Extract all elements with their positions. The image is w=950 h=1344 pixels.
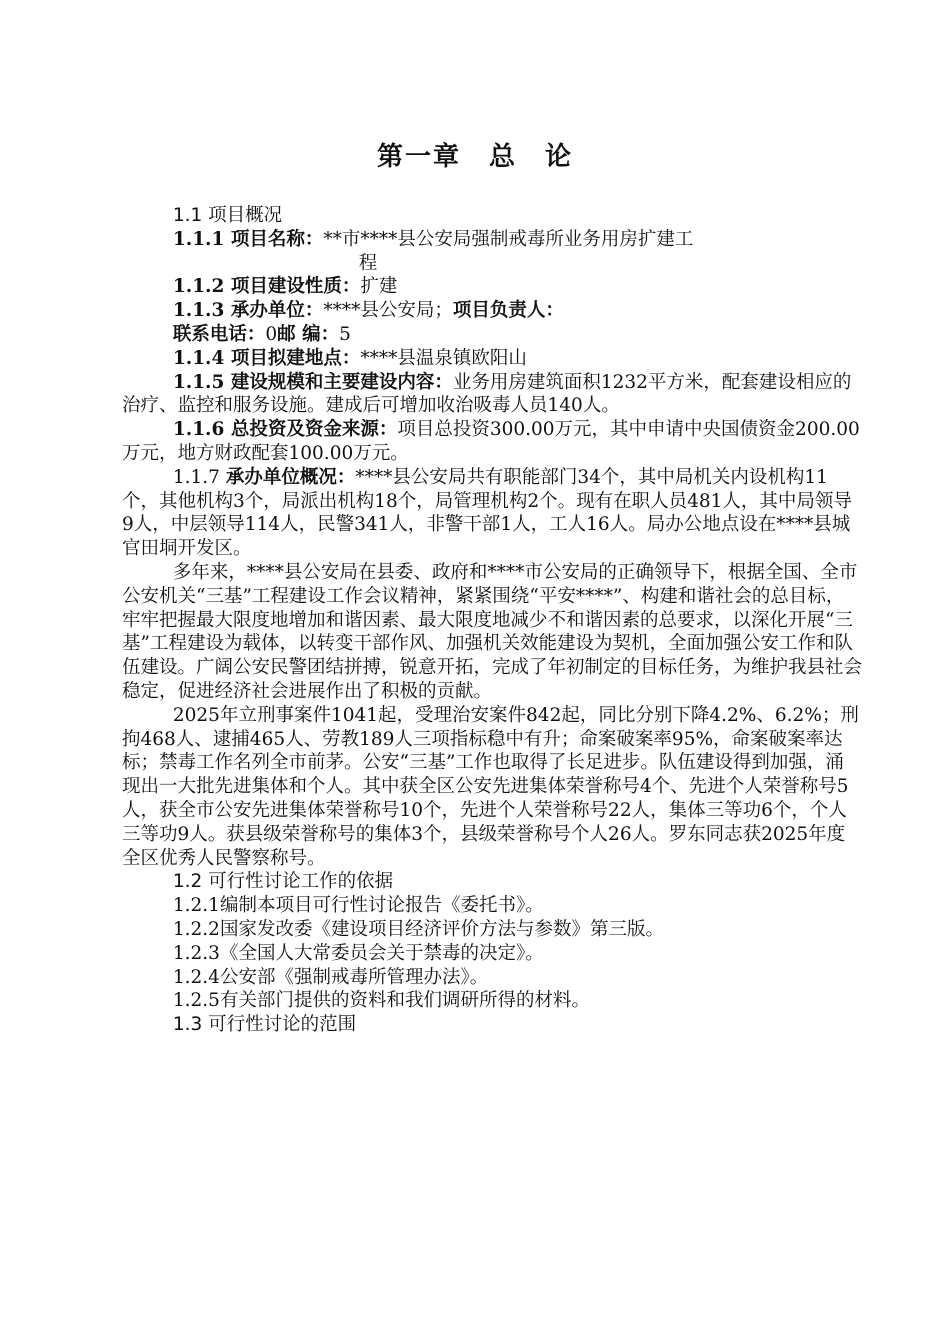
item-1-1-4-label: 1.1.4 项目拟建地点： xyxy=(172,347,361,369)
item-1-1-3-value: ****县公安局； xyxy=(323,300,453,322)
section-1-3-heading: 1.3 可行性讨论的范围 xyxy=(172,1014,357,1036)
item-1-1-7-value: ****县公安局共有职能部门34个，其中局机关内设机构11个，其他机构3个，局派出机构18个，局管理机构2个。现有在职人员481人，其中局领导9人，中层领导114人，民警341人，非警干部1人，工人16人。局办公地点设在****县城官田垌开发区。 xyxy=(122,466,852,560)
item-1-1-7-label: 承办单位概况： xyxy=(225,466,356,488)
item-1-1-6 xyxy=(122,418,862,466)
basis-item: 1.2.2国家发改委《建设项目经济评价方法与参数》第三版。 xyxy=(172,918,664,940)
item-1-1-1-value: **市****县公安局强制戒毒所业务用房扩建工 xyxy=(323,228,694,250)
item-1-1-7 xyxy=(122,466,862,561)
basis-item: 1.2.1编制本项目可行性讨论报告《委托书》。 xyxy=(172,895,544,917)
item-1-1-1 xyxy=(122,228,862,252)
basis-item: 1.2.5有关部门提供的资料和我们调研所得的材料。 xyxy=(172,990,590,1012)
item-1-1-1-label: 1.1.1 项目名称： xyxy=(172,228,324,250)
item-1-1-7-number: 1.1.7 xyxy=(172,466,226,488)
item-1-1-5-label: 1.1.5 建设规模和主要建设内容： xyxy=(172,371,453,393)
basis-item: 1.2.3《全国人大常委员会关于禁毒的决定》。 xyxy=(172,942,544,964)
item-1-1-6-label: 1.1.6 总投资及资金来源： xyxy=(172,419,398,441)
postcode-label: 邮 编： xyxy=(277,323,340,345)
item-1-1-3 xyxy=(122,299,862,323)
chapter-title: 第一章 总 论 xyxy=(376,142,573,172)
contact-label: 联系电话： xyxy=(172,323,266,345)
item-1-1-2-value: 扩建 xyxy=(360,276,398,298)
item-1-1-2-label: 1.1.2 项目建设性质： xyxy=(172,276,361,298)
item-1-1-3-label: 1.1.3 承办单位： xyxy=(172,300,324,322)
item-1-1-4-value: ****县温泉镇欧阳山 xyxy=(360,347,527,369)
basis-item: 1.2.4公安部《强制戒毒所管理办法》。 xyxy=(172,966,489,988)
project-leader-label: 项目负责人： xyxy=(452,300,564,322)
item-1-1-4 xyxy=(122,347,862,371)
section-1-2-heading: 1.2 可行性讨论工作的依据 xyxy=(172,871,394,893)
postcode-value: 5 xyxy=(339,323,351,345)
item-1-1-2 xyxy=(122,275,862,299)
paragraph-2025-stats: 2025年立刑事案件1041起，受理治安案件842起，同比分别下降4.2%、6.2%；刑拘468人、逮捕465人、劳教189人三项指标稳中有升；命案破案率95%，命案破案率达标；禁毒工作名列全市前茅。公安“三基”工作也取得了长足进步。队伍建设得到加强，涌现出一大批先进集体和个人。其中获全区公安先进集体荣誉称号4个、先进个人荣誉称号5人，获全市公安先进集体荣誉称号10个，先进个人荣誉称号22人，集体三等功6个，个人三等功9人。获县级荣誉称号的集体3个，县级荣誉称号个人26人。罗东同志获2025年度全区优秀人民警察称号。 xyxy=(122,704,859,869)
item-1-1-5 xyxy=(122,371,862,419)
document-body xyxy=(122,204,862,1037)
item-1-1-5-value: 业务用房建筑面积1232平方米，配套建设相应的治疗、监控和服务设施。建成后可增加收治吸毒人员140人。 xyxy=(122,371,852,417)
item-1-1-6-value: 项目总投资300.00万元，其中申请中央国债资金200.00万元，地方财政配套100.00万元。 xyxy=(122,419,860,464)
section-1-1-heading: 1.1 项目概况 xyxy=(172,205,283,226)
item-1-1-1-continuation: 程 xyxy=(358,252,378,274)
paragraph-years-of-work: 多年来，****县公安局在县委、政府和****市公安局的正确领导下，根据全国、全市公安机关“三基”工程建设工作会议精神，紧紧围绕“平安****”、构建和谐社会的总目标，牢牢把握最大限度地增加和谐因素、最大限度地减少不和谐因素的总要求，以深化开展“三基”工程建设为载体，以转变干部作风、加强机关效能建设为契机，全面加强公安工作和队伍建设。广阔公安民警团结拼搏，锐意开拓，完成了年初制定的目标任务，为维护我县社会稳定，促进经济社会进展作出了积极的贡献。 xyxy=(122,561,863,702)
contact-line xyxy=(122,323,862,347)
contact-value: 0 xyxy=(265,323,278,345)
